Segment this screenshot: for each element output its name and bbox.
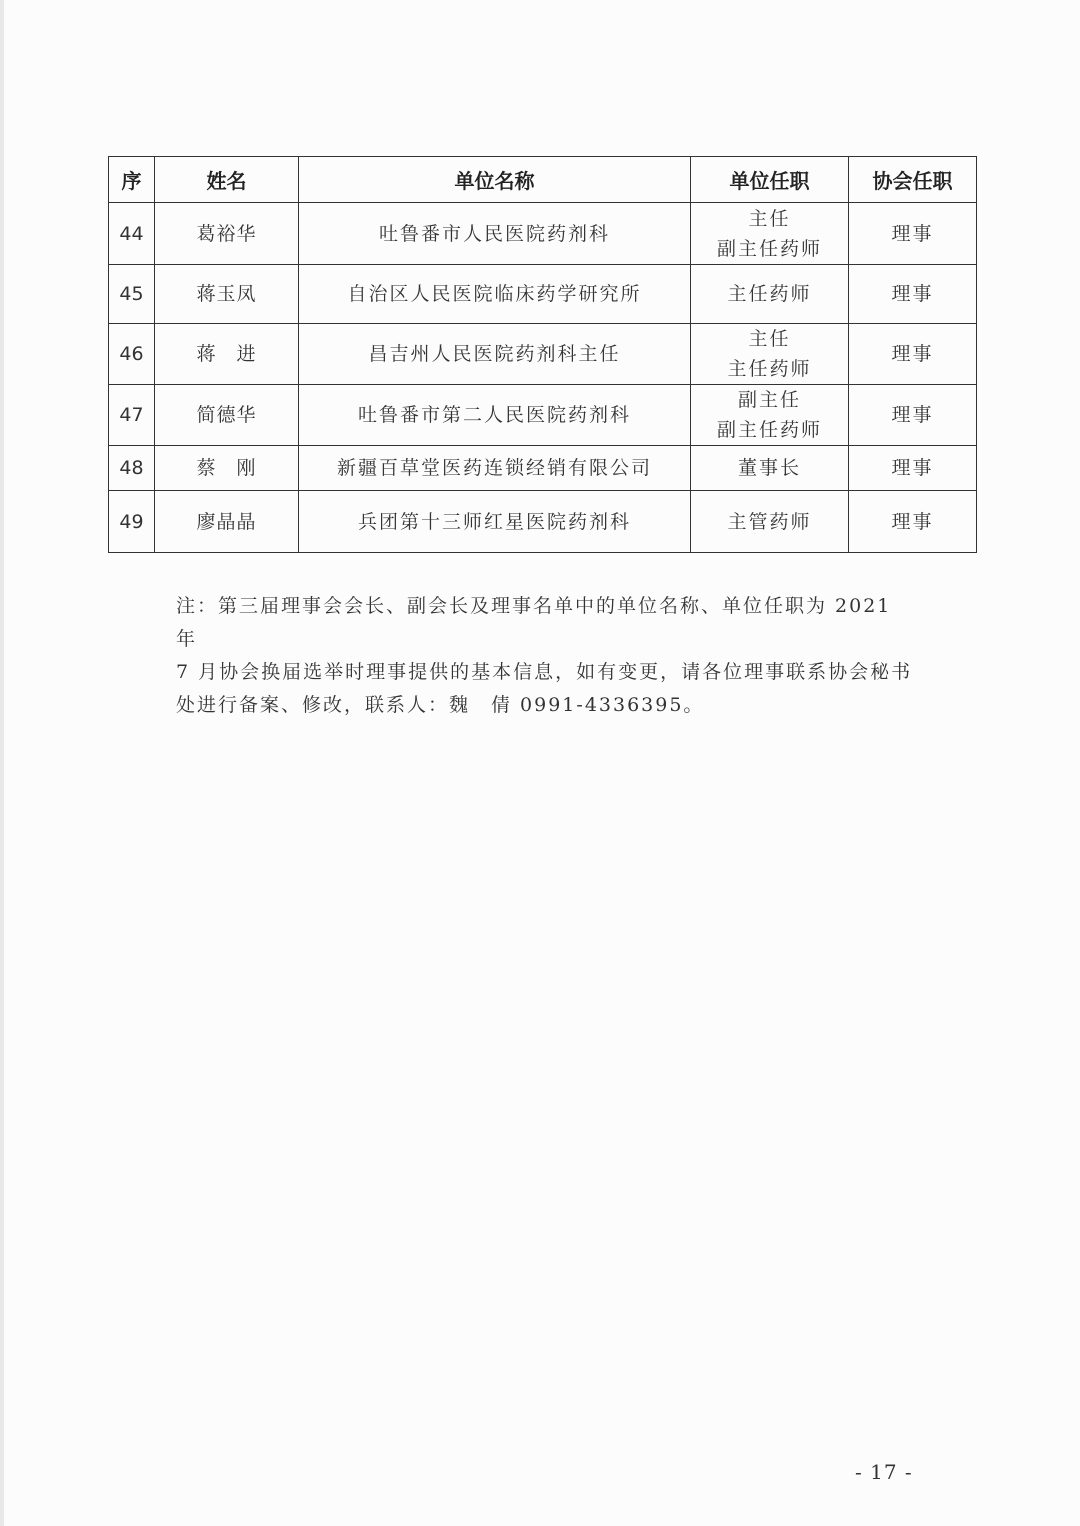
row-seq: 47 [109,385,155,446]
footnote [176,590,916,722]
table-row [109,446,977,491]
table-header-row [109,157,977,203]
row-seq: 49 [109,491,155,553]
table-row [109,385,977,446]
position-line: 主任 [748,207,791,230]
table-row [109,203,977,265]
row-assoc-role: 理事 [849,491,977,553]
row-org: 自治区人民医院临床药学研究所 [299,265,691,324]
row-assoc-role: 理事 [849,265,977,324]
position-line: 主任药师 [727,358,812,380]
row-position [691,265,849,324]
header-seq: 序 [109,157,155,203]
row-org: 兵团第十三师红星医院药剂科 [299,491,691,553]
header-name: 姓名 [155,157,299,203]
row-position [691,385,849,446]
position-line: 副主任药师 [716,419,822,441]
footnote-line: 注：第三届理事会会长、副会长及理事名单中的单位名称、单位任职为 2021 年 [176,595,892,650]
table-row [109,324,977,385]
row-name: 葛裕华 [155,203,299,265]
row-seq: 44 [109,203,155,265]
table-row [109,265,977,324]
row-assoc-role: 理事 [849,446,977,491]
table-row [109,491,977,553]
header-org: 单位名称 [299,157,691,203]
position-line: 主任药师 [727,283,812,305]
row-seq: 45 [109,265,155,324]
row-org: 新疆百草堂医药连锁经销有限公司 [299,446,691,491]
position-line: 副主任 [737,389,801,411]
header-assoc-role: 协会任职 [849,157,977,203]
header-position: 单位任职 [691,157,849,203]
row-seq: 46 [109,324,155,385]
row-seq: 48 [109,446,155,491]
row-assoc-role: 理事 [849,324,977,385]
row-position [691,491,849,553]
row-name: 廖晶晶 [155,491,299,553]
footnote-line: 7 月协会换届选举时理事提供的基本信息，如有变更，请各位理事联系协会秘书 [176,661,913,683]
row-position [691,446,849,491]
row-org: 昌吉州人民医院药剂科主任 [299,324,691,385]
row-position [691,324,849,385]
page-number: - 17 - [855,1460,913,1484]
footnote-line: 处进行备案、修改，联系人：魏 倩 0991-4336395。 [176,694,705,716]
position-line: 主管药师 [727,510,812,533]
row-name: 蒋 进 [155,324,299,385]
council-member-table [108,156,977,553]
row-org: 吐鲁番市第二人民医院药剂科 [299,385,691,446]
scan-edge [0,0,4,1526]
position-line: 副主任药师 [716,237,822,260]
position-line: 主任 [748,328,791,350]
row-name: 简德华 [155,385,299,446]
row-org: 吐鲁番市人民医院药剂科 [299,203,691,265]
row-name: 蔡 刚 [155,446,299,491]
row-assoc-role: 理事 [849,385,977,446]
row-assoc-role: 理事 [849,203,977,265]
row-position [691,203,849,265]
row-name: 蒋玉凤 [155,265,299,324]
position-line: 董事长 [737,457,801,479]
